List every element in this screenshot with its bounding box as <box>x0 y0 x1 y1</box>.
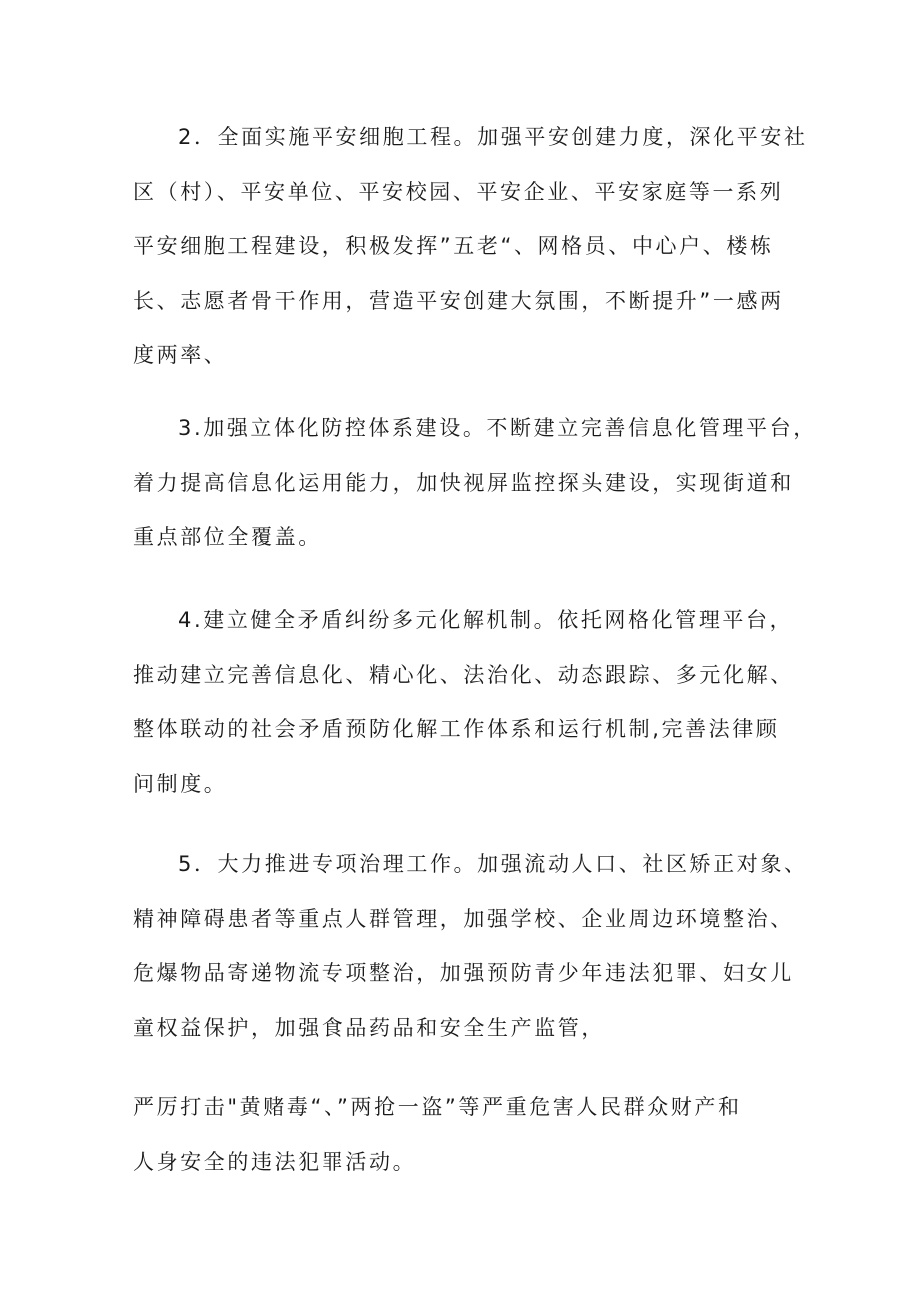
paragraph-line: 重点部位全覆盖。 <box>133 525 322 549</box>
paragraph-line: 人身安全的违法犯罪活动。 <box>133 1149 417 1174</box>
paragraph-line: 平安细胞工程建设，积极发挥”五老“、网格员、中心户、楼栋 <box>133 234 774 258</box>
paragraph-line: 推动建立完善信息化、精心化、法治化、动态跟踪、多元化解、 <box>133 662 794 687</box>
paragraph-line: 童权益保护，加强食品药品和安全生产监管， <box>133 1015 605 1040</box>
paragraph-4-dispute-resolution <box>133 593 813 811</box>
paragraph-3-prevention-control-system <box>133 401 817 565</box>
paragraph-line: 精神障碍患者等重点人群管理，加强学校、企业周边环境整治、 <box>133 906 794 931</box>
paragraph-crime-crackdown <box>133 1080 813 1189</box>
paragraph-line: 整体联动的社会矛盾预防化解工作体系和运行机制,完善法律顾 <box>133 717 780 741</box>
paragraph-line: 长、志愿者骨干作用，营造平安创建大氛围，不断提升”一感两 <box>133 288 784 313</box>
paragraph-line: 区（村）、平安单位、平安校园、平安企业、平安家庭等一系列 <box>133 179 784 204</box>
paragraph-line: 4.建立健全矛盾纠纷多元化解机制。依托网格化管理平台， <box>178 608 794 632</box>
paragraph-line: 5．大力推进专项治理工作。加强流动人口、社区矫正对象、 <box>178 852 808 876</box>
paragraph-line: 危爆物品寄递物流专项整治，加强预防青少年违法犯罪、妇女儿 <box>133 961 794 985</box>
paragraph-2-safety-cell-project <box>133 110 813 383</box>
paragraph-line: 2．全面实施平安细胞工程。加强平安创建力度，深化平安社 <box>178 125 808 149</box>
paragraph-line: 着力提高信息化运用能力，加快视屏监控探头建设，实现街道和 <box>133 470 794 495</box>
paragraph-line: 严厉打击"黄赌毒“、”两抢一盗”等严重危害人民群众财产和 <box>133 1095 742 1119</box>
paragraph-5-special-governance <box>133 837 813 1055</box>
paragraph-line: 3.加强立体化防控体系建设。不断建立完善信息化管理平台， <box>178 416 817 440</box>
paragraph-line: 度两率、 <box>133 343 228 367</box>
paragraph-line: 问制度。 <box>133 771 228 796</box>
